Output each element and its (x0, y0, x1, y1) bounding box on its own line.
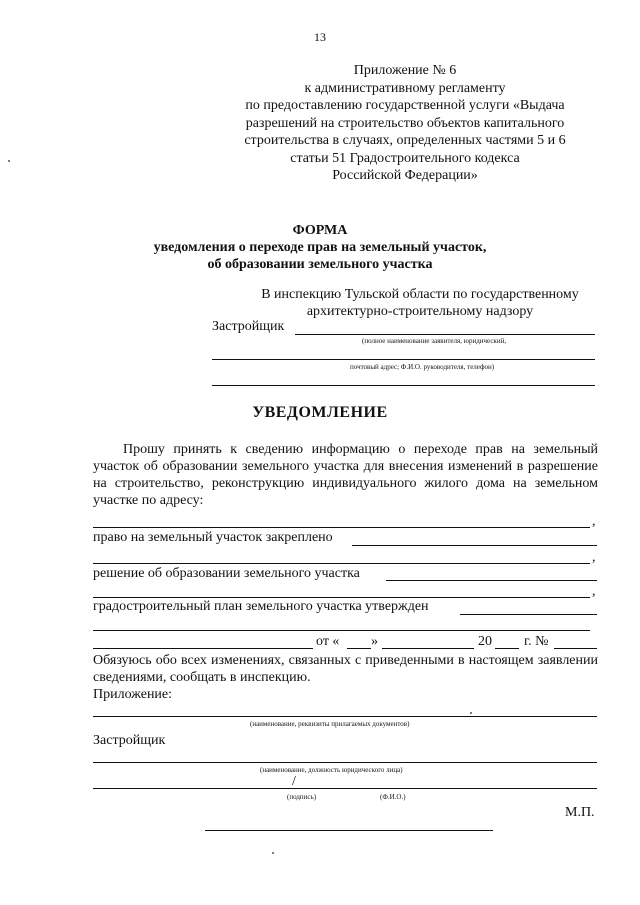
date-from-label: от « (316, 634, 340, 649)
form-title-line: ФОРМА (292, 223, 348, 238)
land-right-label: право на земельный участок закреплено (93, 530, 333, 545)
month-field[interactable] (382, 648, 474, 649)
bottom-line (205, 830, 493, 831)
urban-plan-label: градостроительный план земельного участка утвержден (93, 599, 429, 614)
attachment-hint: (наименование, реквизиты прилагаемых документов) (250, 720, 410, 728)
appendix-line: Российской Федерации» (332, 168, 478, 183)
signature-name-hint: (Ф.И.О.) (380, 793, 406, 801)
appendix-header (215, 62, 595, 185)
appendix-line: по предоставлению государственной услуги «Выдача (245, 98, 565, 113)
year-field[interactable] (495, 648, 519, 649)
formation-decision-field[interactable] (386, 580, 597, 581)
appendix-line: разрешений на строительство объектов капитального (245, 115, 565, 131)
scan-dot (470, 712, 472, 714)
developer-name-field[interactable] (295, 334, 595, 335)
appendix-line: к административному регламенту (304, 80, 506, 96)
addressee (240, 286, 600, 320)
stamp-label: М.П. (565, 805, 595, 820)
appendix-line: Приложение № 6 (353, 63, 457, 78)
developer-hint-1: (полное наименование заявителя, юридический, (362, 337, 507, 345)
signature-position-field[interactable] (93, 762, 597, 763)
signature-slash: / (292, 774, 296, 789)
comma: , (592, 584, 596, 599)
developer-address-field[interactable] (212, 359, 595, 360)
attachment-label: Приложение: (93, 687, 173, 702)
address-field[interactable] (93, 527, 590, 528)
form-title-line: об образовании земельного участка (207, 257, 433, 272)
day-field[interactable] (347, 648, 371, 649)
addressee-line: В инспекцию Тульской области по государственному (261, 287, 579, 302)
land-right-field[interactable] (352, 545, 597, 546)
appendix-line: строительства в случаях, определенных частями 5 и 6 (244, 133, 566, 148)
form-title (0, 222, 640, 273)
obligation-text: Обязуюсь обо всех изменениях, связанных с приведенными в настоящем заявлении сведениями, сообщать в инспекцию. (93, 653, 598, 685)
number-field[interactable] (554, 648, 597, 649)
year-prefix: 20 (478, 634, 492, 649)
comma: , (592, 550, 596, 565)
number-label: г. № (524, 634, 549, 649)
scan-dot (8, 160, 10, 162)
developer-hint-2: почтовый адрес; Ф.И.О. руководителя, телефон) (350, 363, 495, 371)
date-quote-close: » (371, 634, 378, 649)
formation-decision-label: решение об образовании земельного участка (93, 566, 360, 581)
urban-plan-field-2[interactable] (93, 630, 590, 631)
notice-body (93, 441, 598, 509)
notice-title: УВЕДОМЛЕНИЕ (252, 404, 388, 421)
signature-sign-hint: (подпись) (287, 793, 317, 801)
attachment-field[interactable] (93, 716, 597, 717)
appendix-line: статьи 51 Градостроительного кодекса (290, 150, 520, 166)
developer-label: Застройщик (212, 319, 285, 334)
signature-position-hint: (наименование, должность юридического лица) (260, 766, 403, 774)
scan-dot (272, 852, 274, 854)
comma: , (592, 514, 596, 529)
signature-label: Застройщик (93, 733, 166, 748)
form-title-line: уведомления о переходе прав на земельный участок, (153, 240, 487, 255)
addressee-line: архитектурно-строительному надзору (306, 304, 534, 319)
signature-field[interactable] (93, 788, 597, 789)
formation-decision-field-2[interactable] (93, 597, 590, 598)
developer-contact-field[interactable] (212, 385, 595, 386)
land-right-field-2[interactable] (93, 563, 590, 564)
urban-plan-field[interactable] (460, 614, 597, 615)
page-number: 13 (314, 30, 326, 44)
body-paragraph: Прошу принять к сведению информацию о переходе прав на земельный участок об образовании земельного участка для внесения изменений в разрешение на строительство, реконструкцию индивидуального жилого дома на земельном участке по адресу: (93, 442, 598, 508)
issuer-field[interactable] (93, 648, 313, 649)
